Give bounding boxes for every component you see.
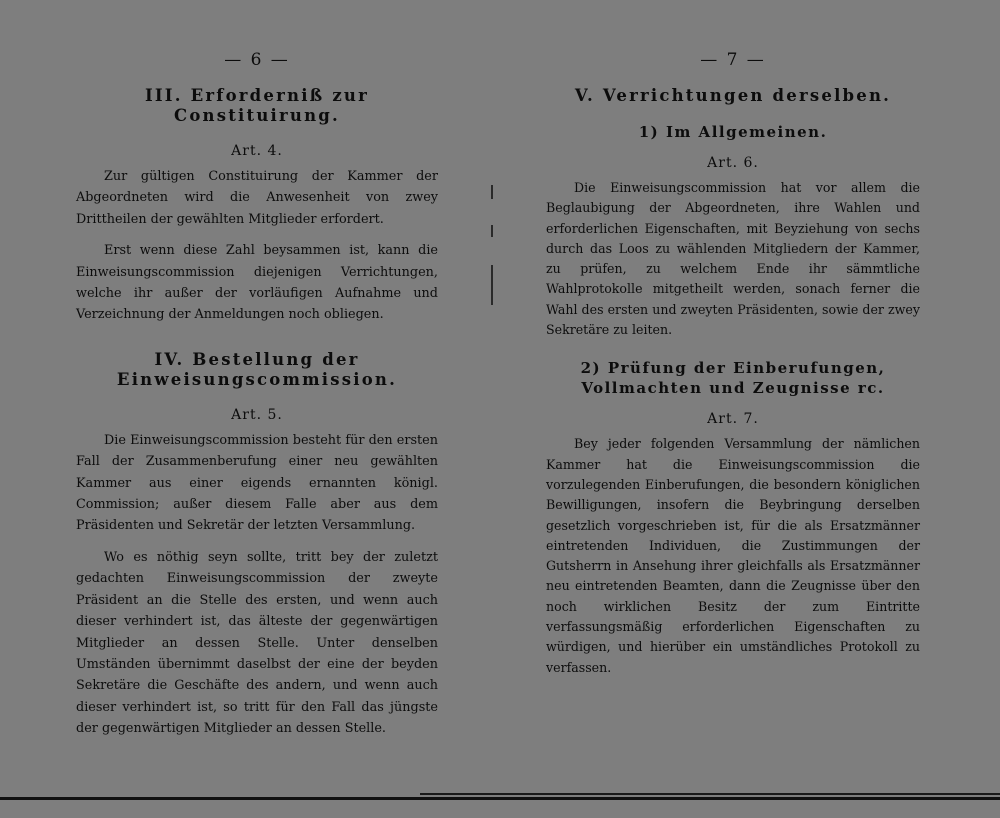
section-v-heading: V. Verrichtungen derselben.	[574, 86, 892, 105]
article-7-label: Art. 7.	[707, 411, 759, 428]
page-edge-line	[420, 793, 1000, 795]
article-5-paragraph-1: Die Einweisungscommission besteht für den ersten Fall der Zusammenberufung einer neu gewählten Kammer aus einer eigends ernannten königl. Commission; außer diesem Falle aber aus dem Präsidenten und Sekretär der letzten Versammlung.	[76, 432, 438, 534]
subsection-2-heading: 2) Prüfung der Einberufungen, Vollmachten und Zeugnisse rc.	[580, 359, 886, 398]
subsection-1-heading: 1) Im Allgemeinen.	[638, 123, 828, 141]
article-6-label: Art. 6.	[707, 155, 759, 171]
article-5-paragraph-2: Wo es nöthig seyn sollte, tritt bey der zuletzt gedachten Einweisungscommission der zweyte Präsident an die Stelle des ersten, und wenn auch dieser verhindert ist, das älteste der gegenwärtigen Mitglieder an dessen Stelle. Unter denselben Umständen übernimmt daselbst der eine der beyden Sekretäre die Geschäfte des andern, und wenn auch dieser verhindert ist, so tritt für den Fall das jüngste der gegenwärtigen Mitglieder an dessen Stelle.	[76, 549, 438, 737]
gutter-mark	[491, 225, 493, 237]
gutter-mark	[491, 185, 493, 199]
article-5-label: Art. 5.	[231, 406, 283, 423]
left-page	[76, 50, 438, 750]
page-number-left: — 6 —	[224, 50, 290, 70]
article-4-paragraph-1: Zur gültigen Constituirung der Kammer der Abgeordneten wird die Anwesenheit von zwey Drittheilen der gewählten Mitglieder erfordert.	[76, 169, 438, 227]
page-number-right: — 7 —	[700, 50, 766, 70]
gutter-mark	[491, 265, 493, 305]
page-edge-line	[0, 797, 1000, 800]
article-4-label: Art. 4.	[231, 143, 283, 159]
article-4-paragraph-2: Erst wenn diese Zahl beysammen ist, kann die Einweisungscommission diejenigen Verrichtungen, welche ihr außer der vorläufigen Aufnahme und Verzeichnung der Anmeldungen noch obliegen.	[76, 243, 438, 323]
section-iii-heading: III. Erforderniß zur Constituirung.	[144, 86, 370, 125]
section-iv-heading: IV. Bestellung der Einweisungscommission.	[116, 349, 398, 389]
article-7-paragraph: Bey jeder folgenden Versammlung der nämlichen Kammer hat die Einweisungscommission die vorzulegenden Einberufungen, die besondern königlichen Bewilligungen, insofern die Beybringung derselben gesetzlich vorgeschrieben ist, für die als Ersatzmänner eintretenden Individuen, die Zustimmungen der Gutsherrn in Ansehung ihrer gleichfalls als Ersatzmänner neu eintretenden Beamten, dann die Zeugnisse über den noch wirklichen Besitz der zum Eintritte verfassungsmäßig erforderlichen Eigenschaften zu würdigen, und hierüber ein umständliches Protokoll zu verfassen.	[546, 436, 920, 675]
right-page	[546, 50, 920, 688]
article-6-paragraph: Die Einweisungscommission hat vor allem die Beglaubigung der Abgeordneten, ihre Wahlen und erforderlichen Eigenschaften, mit Beyziehung von sechs durch das Loos zu wählenden Mitgliedern der Kammer, zu prüfen, zu welchem Ende ihr sämmtliche Wahlprotokolle mitgetheilt werden, sonach ferner die Wahl des ersten und zweyten Präsidenten, sowie der zwey Sekretäre zu leiten.	[546, 180, 920, 338]
